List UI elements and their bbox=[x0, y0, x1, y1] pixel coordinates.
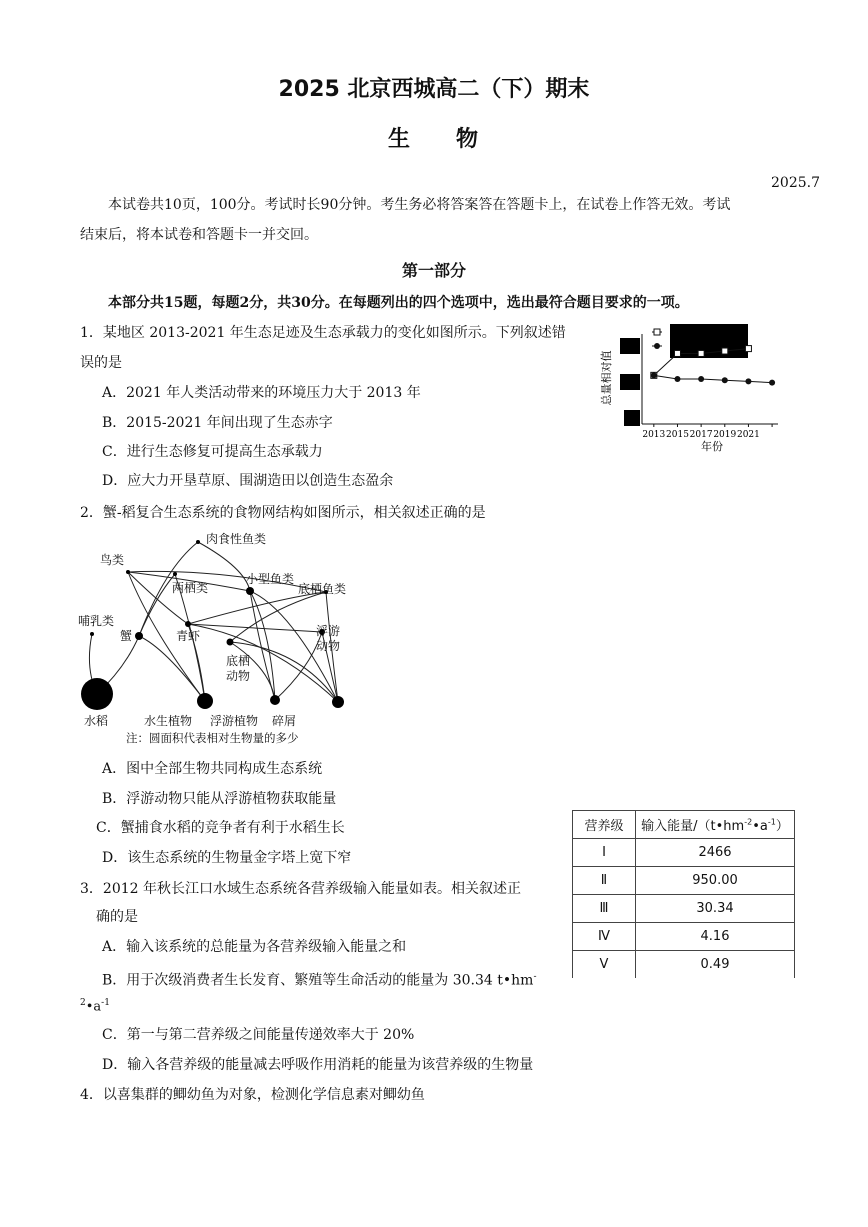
x-tick-label: 2013 bbox=[642, 430, 666, 440]
label-zooplankton-2: 动物 bbox=[316, 639, 341, 653]
ecological-footprint-chart bbox=[596, 320, 792, 460]
table-cell-level: Ⅰ bbox=[573, 839, 636, 867]
chart-xlabel: 年份 bbox=[701, 440, 723, 453]
node-phytoplankton bbox=[270, 695, 280, 705]
table-cell-energy: 30.34 bbox=[636, 895, 795, 923]
q3-stem: 3．2012 年秋长江口水域生态系统各营养级输入能量如表。相关叙述正 bbox=[80, 881, 521, 897]
energy-input-table bbox=[572, 810, 795, 978]
table-row bbox=[573, 895, 795, 923]
label-benthic-fish: 底栖鱼类 bbox=[298, 582, 347, 596]
node-carnivore-fish bbox=[196, 540, 200, 544]
table-row bbox=[573, 923, 795, 951]
q3-option-a: A．输入该系统的总能量为各营养级输入能量之和 bbox=[102, 939, 407, 955]
label-benthos-1: 底栖 bbox=[226, 654, 251, 668]
table-header-energy: 输入能量$/(t•hm^{-2}•a^{-1})$ bbox=[636, 811, 795, 839]
series-1-point bbox=[769, 380, 775, 386]
label-benthos-2: 动物 bbox=[226, 669, 251, 683]
table-cell-energy: 2466 bbox=[636, 839, 795, 867]
x-tick-label: 2015 bbox=[666, 430, 689, 440]
series-0-point bbox=[698, 350, 704, 356]
chart-ylabel: 总量相对值 bbox=[600, 350, 613, 406]
table-header-level: 营养级 bbox=[573, 811, 636, 839]
q1-option-d: D．应大力开垦草原、围湖造田以创造生态盈余 bbox=[102, 473, 394, 489]
y-tick-redaction-1 bbox=[620, 338, 640, 354]
q2-option-d: D．该生态系统的生物量金字塔上宽下窄 bbox=[102, 850, 352, 866]
q1-option-c: C．进行生态修复可提高生态承载力 bbox=[102, 444, 323, 460]
section-instruction: 本部分共15题，每题2分，共30分。在每题列出的四个选项中，选出最符合题目要求的一项。 bbox=[108, 295, 689, 311]
q4-stem: 4．以喜集群的鲫幼鱼为对象，检测化学信息素对鲫幼鱼 bbox=[80, 1087, 425, 1103]
q1-stem-cont: 误的是 bbox=[80, 355, 122, 371]
intro-line-2: 结束后，将本试卷和答题卡一并交回。 bbox=[80, 227, 318, 243]
intro-line-1: 本试卷共10页，100分。考试时长90分钟。考生务必将答案答在答题卡上，在试卷上作答无效。考试 bbox=[108, 197, 731, 213]
q3-option-d: D．输入各营养级的能量减去呼吸作用消耗的能量为该营养级的生物量 bbox=[102, 1057, 534, 1073]
q2-option-c: C．蟹捕食水稻的竞争者有利于水稻生长 bbox=[96, 820, 345, 836]
label-birds: 鸟类 bbox=[100, 553, 125, 567]
table-cell-level: Ⅳ bbox=[573, 923, 636, 951]
legend-square-marker bbox=[654, 329, 660, 335]
exam-date: 2025.7 bbox=[771, 175, 820, 191]
label-small-fish: 小型鱼类 bbox=[246, 572, 295, 586]
node-shrimp bbox=[185, 621, 191, 627]
subject-title: 生 物 bbox=[387, 127, 481, 152]
label-zooplankton-1: 浮游 bbox=[316, 624, 341, 638]
table-cell-energy: 0.49 bbox=[636, 951, 795, 979]
y-tick-redaction-2 bbox=[620, 374, 640, 390]
series-1-point bbox=[651, 372, 657, 378]
x-tick-label: 2021 bbox=[736, 430, 760, 440]
node-crab bbox=[135, 632, 143, 640]
label-rice: 水稻 bbox=[84, 714, 109, 728]
table-row bbox=[573, 951, 795, 979]
y-tick-redaction-3 bbox=[624, 410, 640, 426]
label-crab: 蟹 bbox=[120, 629, 133, 643]
table-row bbox=[573, 867, 795, 895]
page-title: 2025 北京西城高二（下）期末 bbox=[278, 77, 590, 102]
node-aquatic-plants bbox=[197, 693, 213, 709]
table-cell-level: Ⅴ bbox=[573, 951, 636, 979]
label-shrimp: 青虾 bbox=[176, 629, 201, 643]
food-web-diagram bbox=[70, 528, 370, 750]
label-amphibians: 两栖类 bbox=[172, 581, 209, 595]
food-web-links bbox=[89, 542, 341, 702]
q2-stem: 2．蟹-稻复合生态系统的食物网结构如图所示，相关叙述正确的是 bbox=[80, 505, 486, 521]
node-detritus bbox=[332, 696, 344, 708]
series-1-point bbox=[674, 376, 680, 382]
q2-option-a: A．图中全部生物共同构成生态系统 bbox=[102, 761, 323, 777]
table-row bbox=[573, 839, 795, 867]
q3-option-c: C．第一与第二营养级之间能量传递效率大于 20% bbox=[102, 1027, 415, 1043]
node-mammals bbox=[90, 632, 94, 636]
table-cell-energy: 4.16 bbox=[636, 923, 795, 951]
series-1-point bbox=[745, 378, 751, 384]
series-1-point bbox=[722, 377, 728, 383]
legend-circle-marker bbox=[654, 343, 660, 349]
node-rice bbox=[81, 678, 113, 710]
series-0-point bbox=[722, 348, 728, 354]
node-birds bbox=[126, 570, 130, 574]
q2-option-b: B．浮游动物只能从浮游植物获取能量 bbox=[102, 791, 337, 807]
label-detritus: 碎屑 bbox=[272, 714, 297, 728]
q1-option-b: B．2015-2021 年间出现了生态赤字 bbox=[102, 415, 333, 431]
x-ticks bbox=[642, 424, 772, 440]
x-tick-label: 2019 bbox=[713, 430, 737, 440]
series-0-point bbox=[674, 350, 680, 356]
node-amphibians bbox=[173, 572, 177, 576]
node-small-fish bbox=[246, 587, 254, 595]
table-cell-level: Ⅲ bbox=[573, 895, 636, 923]
series-1-point bbox=[698, 376, 704, 382]
label-phytoplankton: 浮游植物 bbox=[210, 714, 259, 728]
table-header-row bbox=[573, 811, 795, 839]
section-title: 第一部分 bbox=[401, 261, 466, 280]
q3-option-b: B．用于次级消费者生长发育、繁殖等生命活动的能量为 30.34 t•hm- bbox=[102, 972, 537, 989]
x-tick-label: 2017 bbox=[689, 430, 713, 440]
q1-option-a: A．2021 年人类活动带来的环境压力大于 2013 年 bbox=[102, 385, 421, 401]
node-benthos bbox=[227, 639, 234, 646]
label-aquatic-plants: 水生植物 bbox=[144, 714, 193, 728]
q3-option-b-wrap: $^2•a^{-1}$ bbox=[80, 998, 110, 1015]
series-0-point bbox=[745, 346, 751, 352]
q3-stem-cont: 确的是 bbox=[96, 909, 138, 925]
series-line-1 bbox=[654, 375, 772, 382]
q1-stem: 1．某地区 2013-2021 年生态足迹及生态承载力的变化如图所示。下列叙述错 bbox=[80, 325, 566, 341]
label-mammals: 哺乳类 bbox=[78, 614, 115, 628]
food-web-note: 注：圆面积代表相对生物量的多少 bbox=[126, 731, 299, 745]
label-carnivore-fish: 肉食性鱼类 bbox=[206, 532, 267, 546]
table-cell-level: Ⅱ bbox=[573, 867, 636, 895]
table-cell-energy: 950.00 bbox=[636, 867, 795, 895]
